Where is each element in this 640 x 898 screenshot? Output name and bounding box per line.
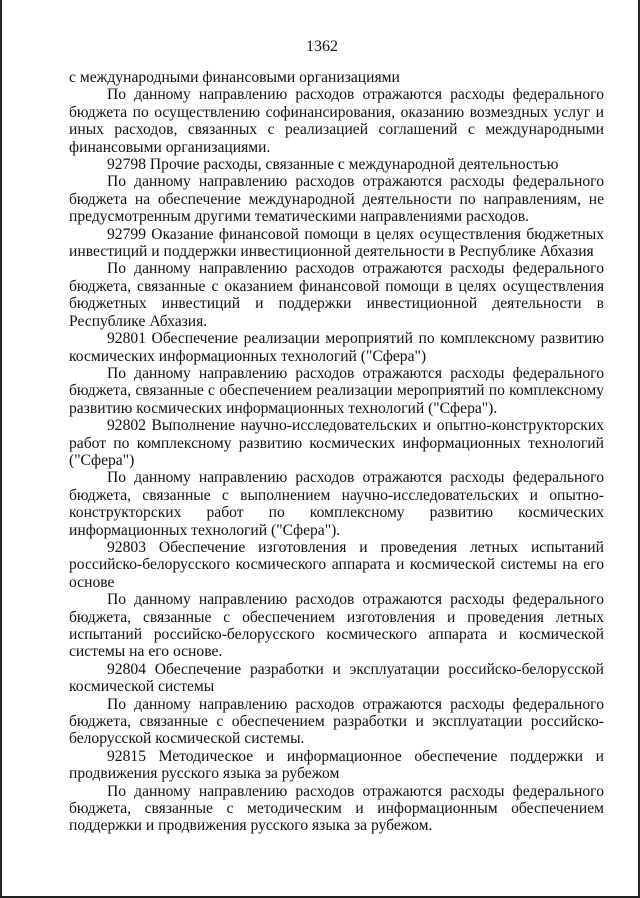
paragraph-description: По данному направлению расходов отражаются расходы федерального бюджета по осуществлению софинансирования, оказанию возмездных услуг и иных расходов, связанных с реализацией соглашений с международными финансовыми организациями.: [69, 86, 604, 156]
expense-code-heading: 92815 Методическое и информационное обеспечение поддержки и продвижения русского языка за рубежом: [69, 747, 604, 783]
paragraph-description: По данному направлению расходов отражаются расходы федерального бюджета, связанные с обеспечением разработки и эксплуатации российско-белорусской космической системы.: [69, 695, 604, 748]
expense-code-heading: 92803 Обеспечение изготовления и проведения летных испытаний российско-белорусского космического аппарата и космической системы на его основе: [69, 538, 604, 591]
expense-code-heading: 92799 Оказание финансовой помощи в целях осуществления бюджетных инвестиций и поддержки инвестиционной деятельности в Республике Абхазия: [69, 225, 604, 261]
paragraph-continuation: с международными финансовыми организациями: [69, 69, 400, 86]
paragraph-description: По данному направлению расходов отражаются расходы федерального бюджета, связанные с методическим и информационным обеспечением поддержки и продвижения русского языка за рубежом.: [69, 782, 604, 835]
expense-code-heading: 92802 Выполнение научно-исследовательских и опытно-конструкторских работ по комплексному развитию космических информационных технологий ("Сфера"): [69, 417, 604, 469]
expense-code-heading: 92798 Прочие расходы, связанные с международной деятельностью: [107, 156, 559, 174]
expense-code-heading: 92804 Обеспечение разработки и эксплуатации российско-белорусской космической системы: [69, 660, 604, 696]
paragraph-description: По данному направлению расходов отражаются расходы федерального бюджета, связанные с обеспечением изготовления и проведения летных испытаний российско-белорусского космического аппарата и космической системы на его основе.: [69, 591, 604, 661]
expense-code-heading: 92801 Обеспечение реализации мероприятий по комплексному развитию космических информационных технологий ("Сфера"): [69, 330, 604, 365]
paragraph-description: По данному направлению расходов отражаются расходы федерального бюджета, связанные с обеспечением реализации мероприятий по комплексному развитию космических информационных технологий ("Сфера").: [69, 364, 604, 417]
paragraph-description: По данному направлению расходов отражаются расходы федерального бюджета на обеспечение международной деятельности по направлениям, не предусмотренным другими тематическими направлениями расходов.: [69, 173, 604, 226]
page-number: 1362: [306, 38, 338, 55]
document-body: [69, 69, 604, 835]
paragraph-description: По данному направлению расходов отражаются расходы федерального бюджета, связанные с выполнением научно-исследовательских и опытно-конструкторских работ по комплексному развитию космических информационных технологий ("Сфера").: [69, 469, 604, 539]
paragraph-description: По данному направлению расходов отражаются расходы федерального бюджета, связанные с оказанием финансовой помощи в целях осуществления бюджетных инвестиций и поддержки инвестиционной деятельности в Республике Абхазия.: [69, 260, 604, 330]
